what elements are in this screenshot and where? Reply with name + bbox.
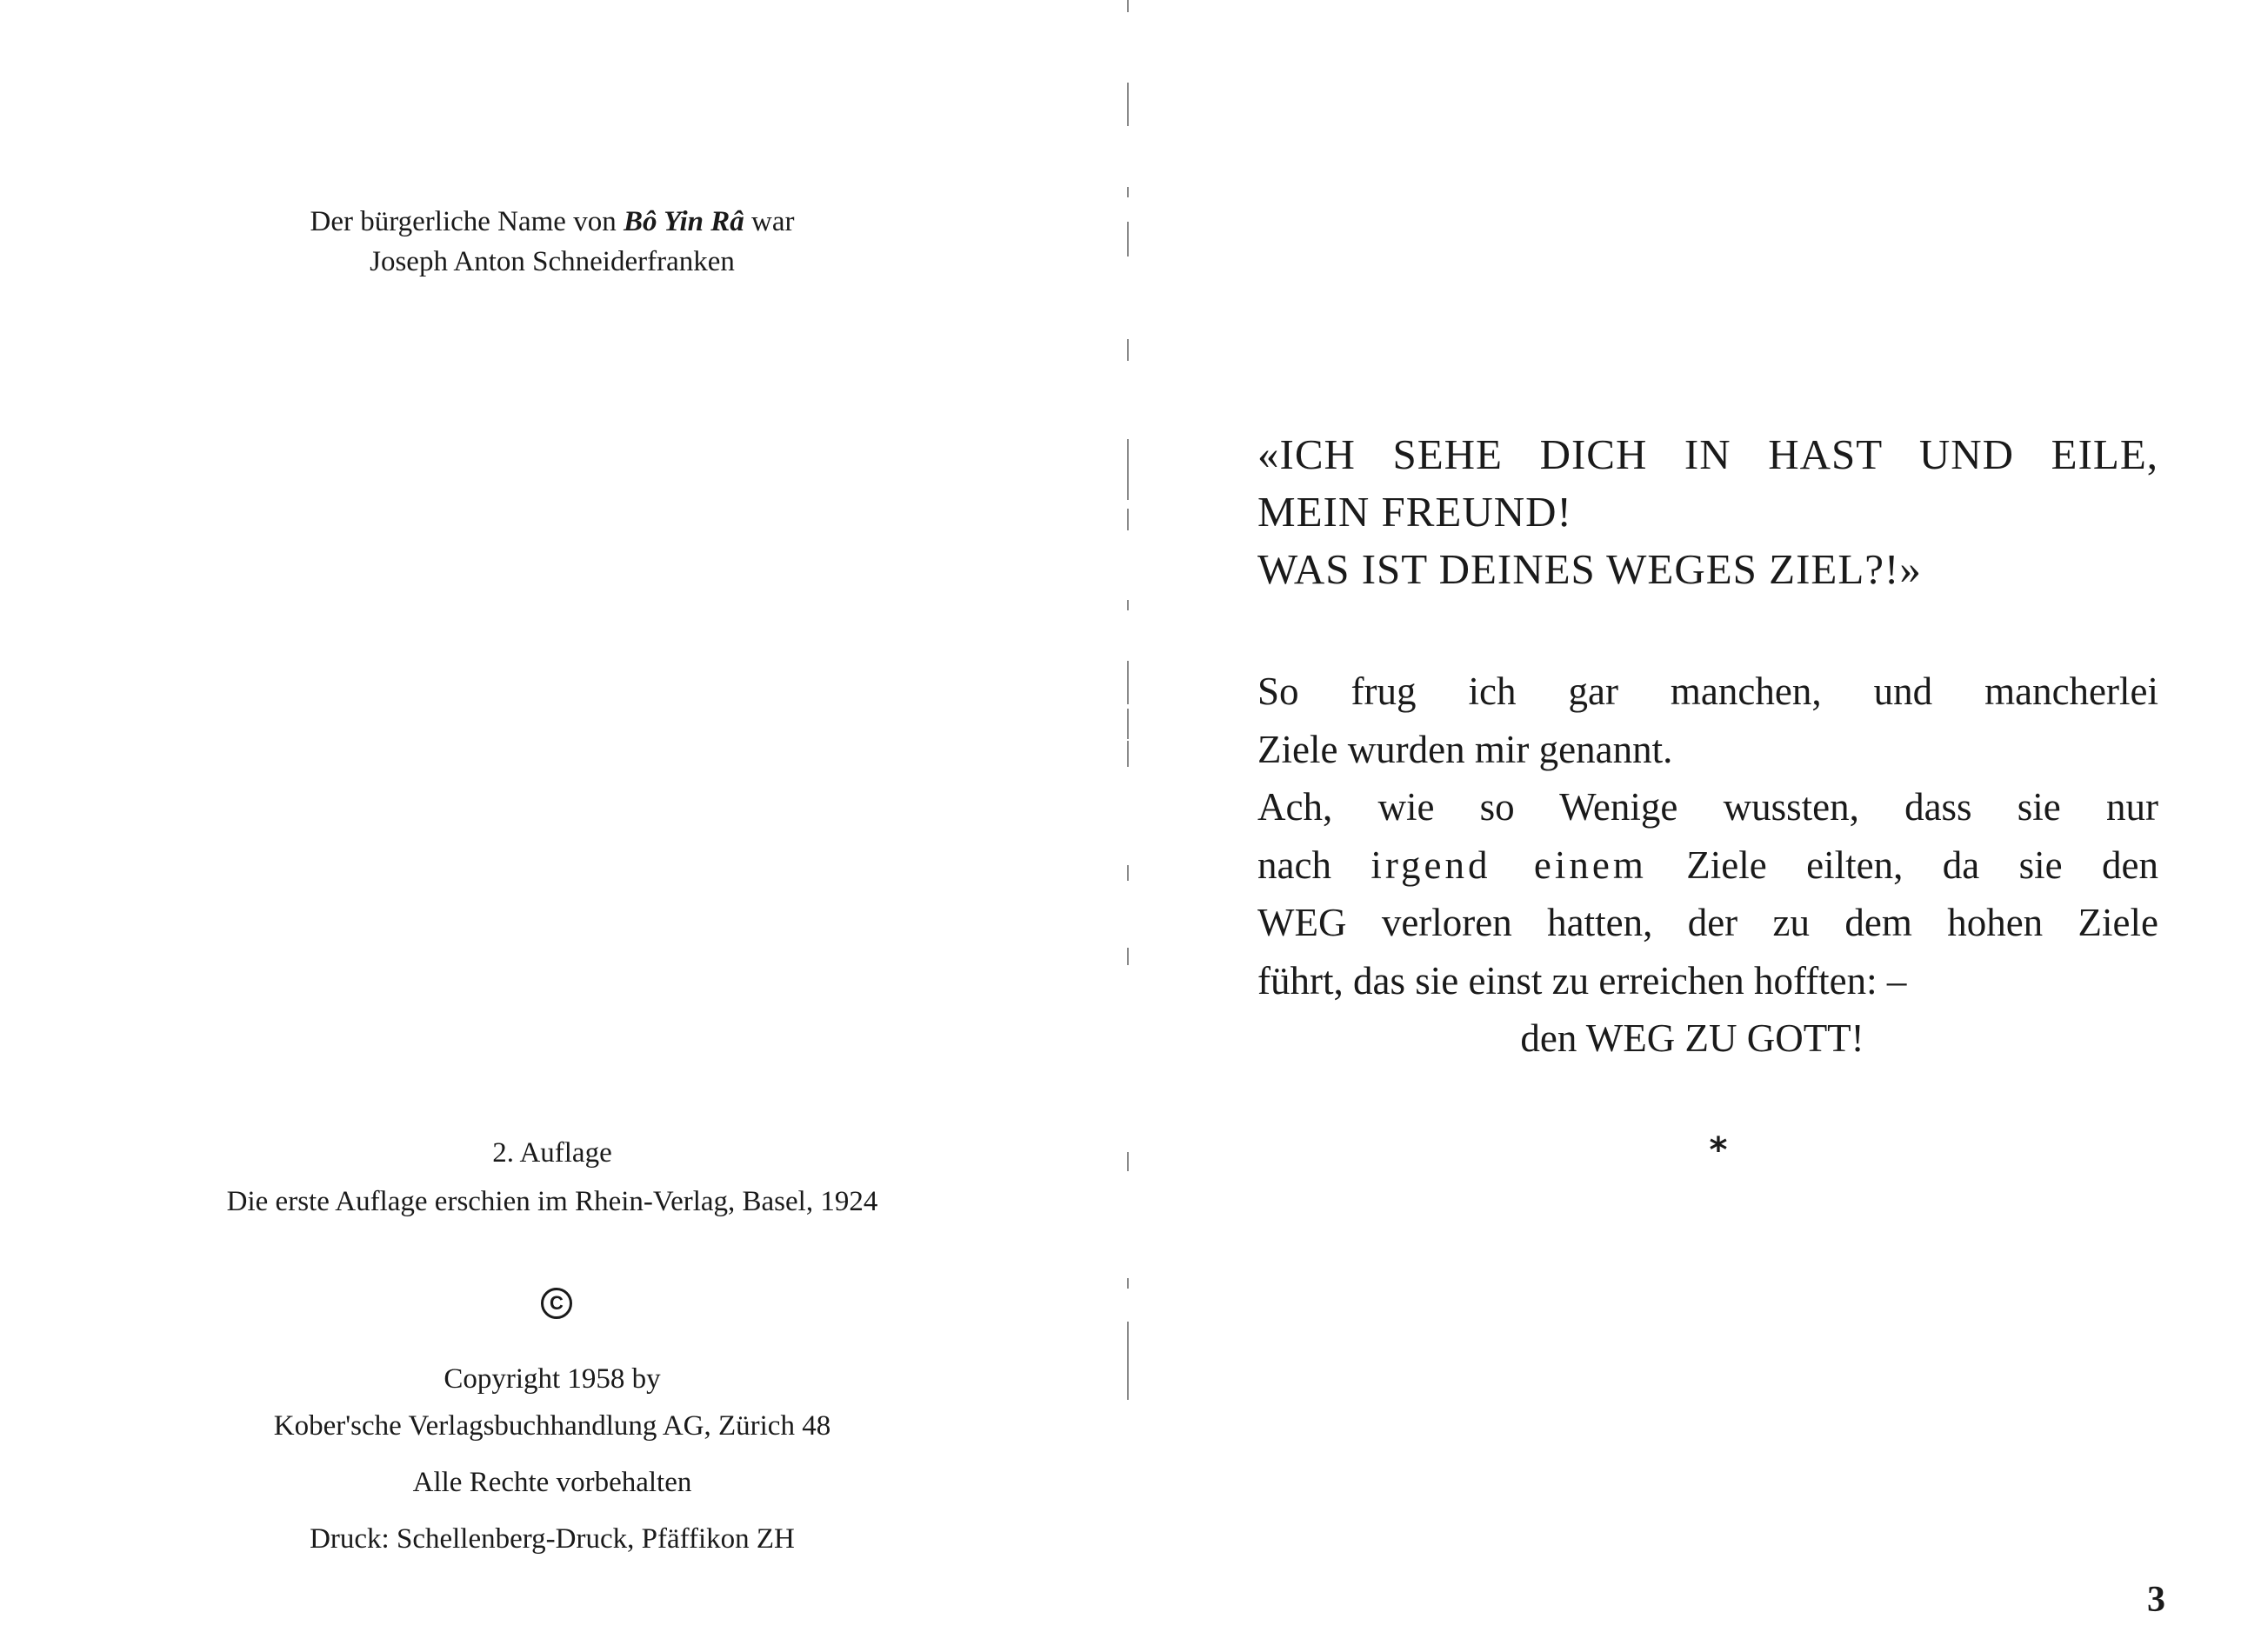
body-line-4-start: nach — [1257, 843, 1371, 887]
body-line-4 — [1257, 836, 2158, 895]
gutter-mark — [1127, 439, 1129, 500]
page-number: 3 — [2147, 1580, 2165, 1620]
edition-label: 2. Auflage — [492, 1137, 612, 1169]
gutter-mark — [1127, 0, 1129, 12]
gutter-mark — [1127, 222, 1129, 256]
printer-line: Druck: Schellenberg-Druck, Pfäffikon ZH — [310, 1523, 795, 1555]
body-line-6: führt, das sie einst zu erreichen hofften: – — [1257, 958, 1907, 1003]
copyright-line: Copyright 1958 by — [444, 1363, 661, 1395]
author-civil-name: Joseph Anton Schneiderfranken — [370, 246, 735, 277]
body-line-4-end: Ziele eilten, da sie den — [1646, 843, 2158, 887]
body-line-1: So frug ich gar manchen, und mancherlei — [1257, 669, 2158, 713]
quote-line-3: WAS IST DEINES WEGES ZIEL?!» — [1257, 545, 1922, 593]
gutter-mark — [1127, 709, 1129, 739]
gutter-mark — [1127, 741, 1129, 767]
body-line-2: Ziele wurden mir genannt. — [1257, 727, 1673, 771]
gutter-mark — [1127, 948, 1129, 965]
copyright-icon: C — [541, 1288, 572, 1319]
quote-line-2: MEIN FREUND! — [1257, 488, 1572, 536]
gutter-mark — [1127, 865, 1129, 881]
gutter-mark — [1127, 339, 1129, 361]
rights-line: Alle Rechte vorbehalten — [412, 1467, 692, 1498]
body-line-7: den WEG ZU GOTT! — [1520, 1016, 1864, 1060]
quote-line-1: «ICH SEHE DICH IN HAST UND EILE, — [1257, 430, 2158, 478]
first-edition-note: Die erste Auflage erschien im Rhein-Verlag, Basel, 1924 — [226, 1186, 878, 1217]
author-note-line-1 — [122, 202, 983, 242]
gutter-mark — [1127, 187, 1129, 197]
author-note-suffix: war — [744, 206, 795, 237]
body-line-3: Ach, wie so Wenige wussten, dass sie nur — [1257, 785, 2158, 829]
gutter-mark — [1127, 600, 1129, 610]
book-gutter — [1127, 0, 1129, 1409]
body-paragraph — [1257, 663, 2158, 1068]
gutter-mark — [1127, 1152, 1129, 1171]
left-page — [0, 0, 1126, 1652]
gutter-mark — [1127, 661, 1129, 704]
right-page — [1130, 0, 2261, 1652]
gutter-mark — [1127, 83, 1129, 126]
author-name-note — [122, 202, 983, 282]
opening-quote — [1257, 426, 2158, 598]
author-note-prefix: Der bürgerliche Name von — [310, 206, 624, 237]
asterisk-ornament: * — [1709, 1130, 1728, 1170]
gutter-mark — [1127, 509, 1129, 530]
gutter-mark — [1127, 1322, 1129, 1400]
emphasized-phrase: irgend einem — [1371, 843, 1647, 887]
author-pseudonym: Bô Yin Râ — [623, 206, 744, 237]
gutter-mark — [1127, 1278, 1129, 1289]
publisher-line: Kober'sche Verlagsbuchhandlung AG, Zürich 48 — [273, 1410, 831, 1442]
body-line-5: WEG verloren hatten, der zu dem hohen Ziele — [1257, 901, 2158, 944]
